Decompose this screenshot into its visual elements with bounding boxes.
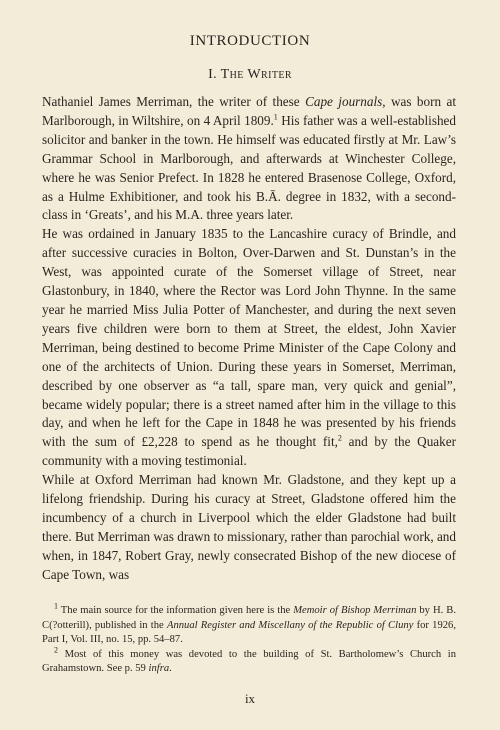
text-run: by H. B. C(?otterill), published in the: [42, 605, 456, 631]
text-run: He was ordained in January 1835 to the Lancashire curacy of Brindle, and after successive curacies in Bolton, Over-Darwen and St. Dunstan’s in the West, was appointed curate of the Somerset village of Street, near Glastonbury, in 1840, where the Rector was Lord John Thynne. In the same year he married Miss Julia Potter of Manchester, and during the next seven years five children were born to them at Street, the eldest, John Xavier Merriman, being destined to become Prime Minister of the Cape Colony and one of the architects of Union. During these years in Somerset, Merriman, described by one observer as “a tall, spare man, very quick and genial”, became widely popular; there is a street named after him in the village to this day, and when he left for the Cape in 1848 he was presented by his friends with the sum of £2,228 to spend as he thought fit,: [42, 226, 456, 450]
footnote-marker: 1: [273, 112, 278, 122]
italic-text: Memoir of Bishop Merriman: [293, 605, 417, 616]
paragraph: [42, 471, 456, 584]
paragraph: [42, 93, 456, 225]
footnote-marker: 2: [54, 644, 58, 654]
chapter-heading: INTRODUCTION: [189, 33, 311, 49]
footnote-marker: 2: [337, 433, 342, 443]
text-run: and by the Quaker community with a moving testimonial.: [42, 434, 456, 469]
text-run: .: [169, 663, 172, 674]
text-run: Most of this money was devoted to the building of St. Bartholomew’s Church in Grahamstown. See p. 59: [42, 648, 456, 674]
footnotes: [42, 601, 456, 677]
text-run: for 1926, Part I, Vol. III, no. 15, pp. 54–87.: [42, 619, 456, 645]
main-text: [42, 93, 456, 585]
italic-text: Annual Register and Miscellany of the Republic of Cluny: [166, 619, 414, 631]
text-run: Nathaniel James Merriman, the writer of these: [42, 94, 306, 109]
italic-text: infra: [148, 663, 170, 674]
section-title: I. The Writer: [208, 67, 292, 82]
text-run: While at Oxford Merriman had known Mr. Gladstone, and they kept up a lifelong friendship. During his curacy at Street, Gladstone offered him the incumbency of a church in Liverpool which the elder Gladstone had built there. But Merriman was drawn to missionary, rather than parochial work, and when, in 1847, Robert Gray, newly consecrated Bishop of the new diocese of Cape Town, was: [42, 472, 456, 582]
text-run: , was born at Marlborough, in Wiltshire, on 4 April 1809.: [42, 94, 456, 128]
footnote: [42, 644, 456, 677]
text-run: His father was a well-established solicitor and banker in the town. He himself was educated firstly at Mr. Law’s Grammar School in Marlborough, and afterwards at Winchester College, where he was Senior Prefect. In 1828 he entered Brasenose College, Oxford, as a Hulme Exhibitioner, and took his B.Ā. degree in 1832, with a second-class in ‘Greats’, and his M.A. three years later.: [42, 112, 456, 223]
footnote: [42, 601, 456, 648]
page-number: ix: [244, 691, 256, 706]
italic-text: Cape journals: [305, 94, 383, 109]
text-run: The main source for the information given here is the: [58, 605, 294, 616]
paragraph: [42, 225, 456, 471]
footnote-marker: 1: [54, 601, 58, 611]
